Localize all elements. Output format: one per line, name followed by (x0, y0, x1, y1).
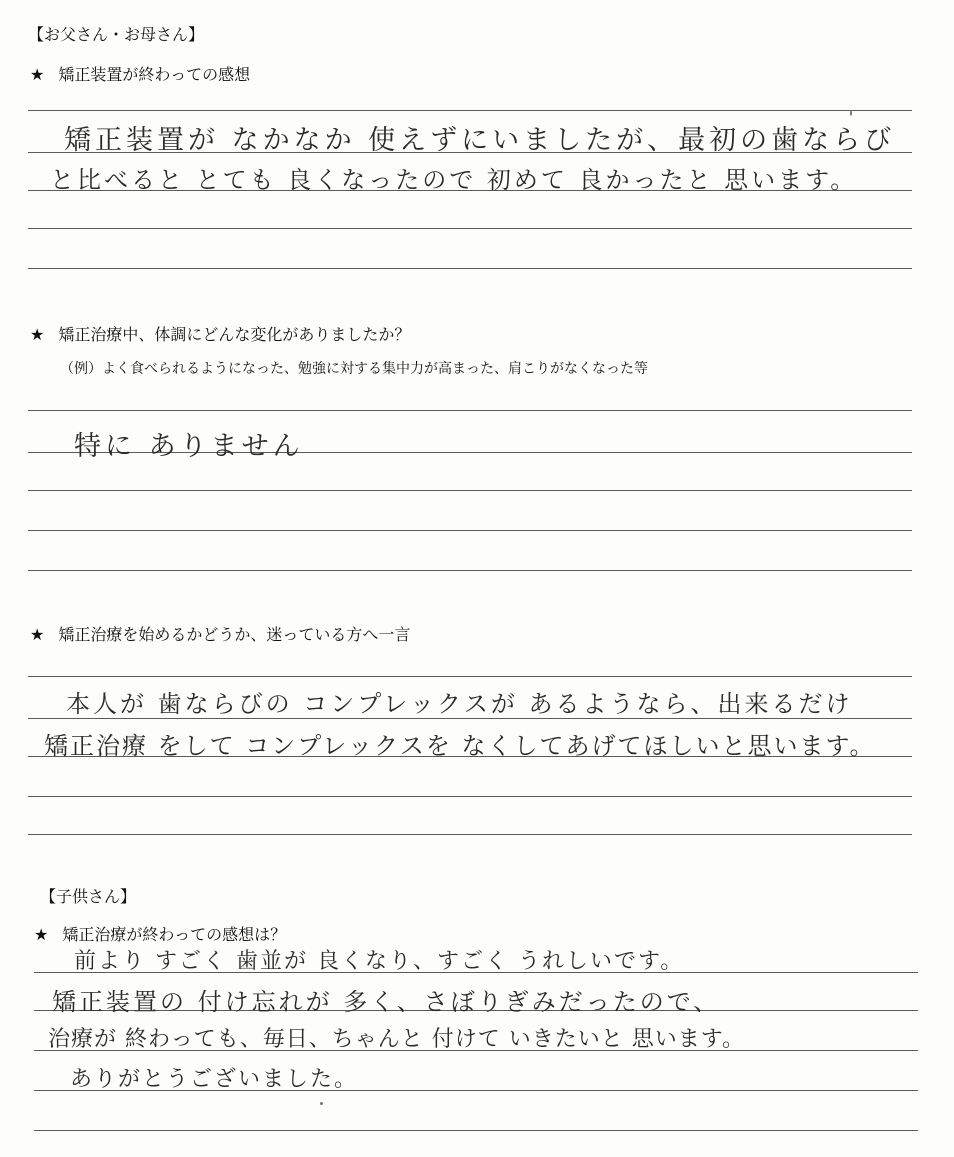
answer-rule (28, 796, 912, 797)
handwritten-answer-line: と比べると とても 良くなったので 初めて 良かったと 思います。 (50, 166, 858, 194)
star-icon: ★ (30, 625, 45, 644)
question-text: 矯正治療が終わっての感想は？ (62, 925, 287, 944)
star-icon: ★ (34, 925, 49, 944)
answer-rule (28, 570, 912, 571)
star-icon: ★ (30, 65, 45, 84)
child-question-1 (34, 922, 286, 945)
question-text: 矯正装置が終わっての感想 (58, 65, 251, 84)
handwritten-answer-line: 矯正装置が なかなか 使えずにいましたが、最初の歯ならび (64, 125, 896, 156)
answer-rule (28, 676, 912, 677)
answer-rule (28, 834, 912, 835)
example-text: （例）よく食べられるようになった、勉強に対する集中力が高まった、肩こりがなくなった等 (60, 361, 648, 377)
answer-rule (28, 228, 912, 229)
answer-rule (28, 268, 912, 269)
question-text: 矯正治療中、体調にどんな変化がありましたか？ (58, 325, 411, 344)
star-icon: ★ (30, 325, 45, 344)
answer-rule (28, 110, 912, 111)
answer-rule (28, 530, 912, 531)
parents-question-2 (30, 322, 410, 345)
parents-question-3 (30, 622, 410, 645)
answer-rule (28, 490, 912, 491)
handwritten-answer-line: 特に ありません (74, 431, 304, 462)
handwritten-answer-line: 本人が 歯ならびの コンプレックスが あるようなら、出来るだけ (66, 690, 853, 718)
question-text: 矯正治療を始めるかどうか、迷っている方へ一言 (58, 625, 411, 644)
handwritten-answer-line: ありがとうございました。 (70, 1067, 359, 1092)
handwritten-answer-line: 矯正治療 をして コンプレックスを なくしてあげてほしいと思います。 (44, 732, 876, 760)
answer-rule (34, 1130, 918, 1131)
parents-question-1 (30, 62, 250, 85)
parents-section-heading: 【お父さん・お母さん】 (28, 25, 205, 44)
child-section-heading: 【子供さん】 (40, 887, 137, 906)
scan-speck (320, 1102, 323, 1105)
scan-speck (850, 110, 852, 116)
handwritten-answer-line: 矯正装置の 付け忘れが 多く、さぼりぎみだったので、 (52, 988, 721, 1016)
handwritten-answer-line: 前より すごく 歯並が 良くなり、すごく うれしいです。 (74, 949, 685, 974)
handwritten-answer-line: 治療が 終わっても、毎日、ちゃんと 付けて いきたいと 思います。 (48, 1027, 745, 1052)
answer-rule (28, 410, 912, 411)
